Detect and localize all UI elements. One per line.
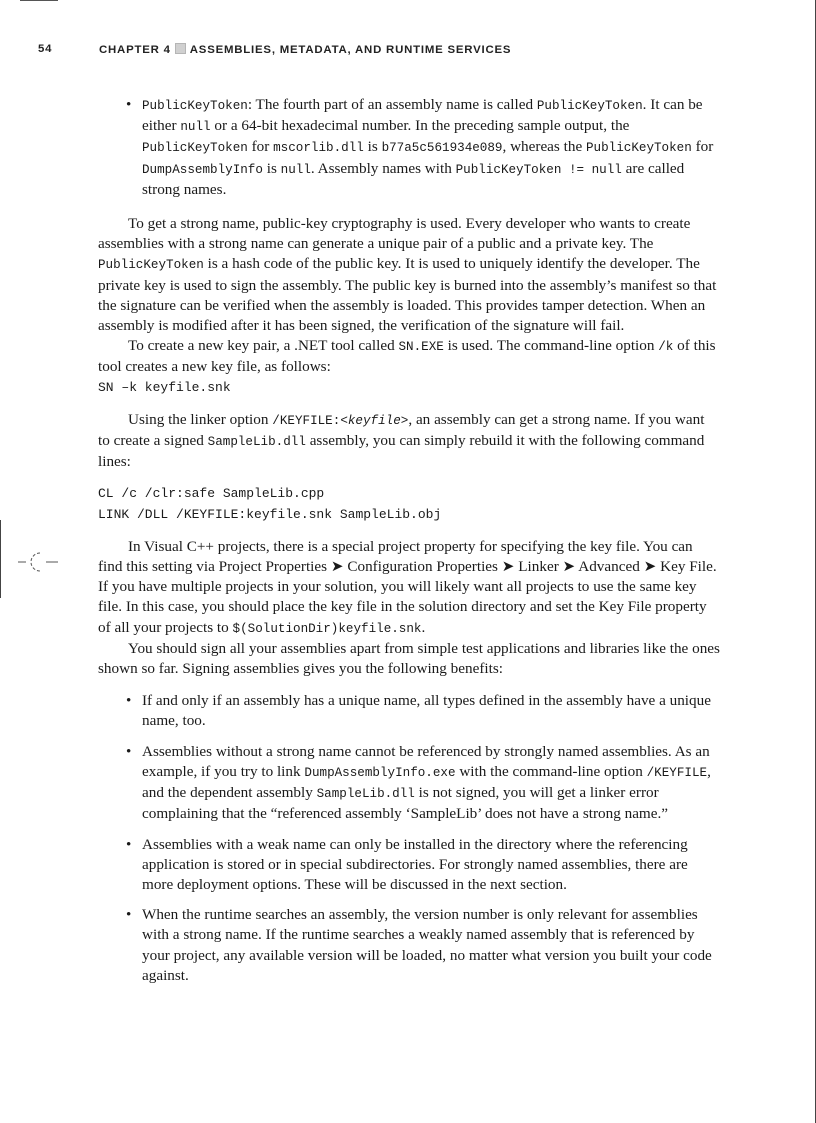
separator-square-icon [175,43,186,54]
chapter-label: CHAPTER 4 [99,44,171,56]
code-line: CL /c /clr:safe SampleLib.cpp [98,486,325,502]
text-run: with the command-line option [455,762,647,780]
paragraph-visual-cpp [98,537,720,639]
page-number: 54 [38,43,53,55]
paragraph-strong-names [98,214,720,336]
text-run: . [421,618,426,636]
text-run: Assemblies with a weak name can only be installed in the directory where the referencing application is stored or in special subdirectories. For strongly named assemblies, there are more deployment options. These will be discussed in the next section. [142,835,688,893]
bullet-icon: • [126,835,132,853]
text-run: of this tool creates a new key file, as follows: [98,337,716,376]
text-run: or a 64-bit hexadecimal number. In the preceding sample output, the [210,117,630,135]
code-term: SampleLib.dll [207,435,306,450]
code-term: /KEYFILE [646,765,708,780]
code-term: /KEYFILE: [272,413,341,428]
code-term: SampleLib.dll [316,787,415,802]
text-run: . It can be either [142,96,703,135]
text-run: is not signed, you will get a linker error complaining that the “referenced assembly ‘SampleLib’ does not have a strong name.” [142,784,669,823]
crop-mark-top [20,0,58,1]
code-term: PublicKeyToken [142,141,248,156]
code-term: null [180,120,211,135]
text-run: , whereas the [502,138,586,156]
intro-bullet-list [98,95,720,200]
text-run: is used. The command-line option [443,337,659,355]
list-item-benefit-deployment [98,835,720,896]
paragraph-key-pair [98,336,720,377]
code-block-sn: SN –k keyfile.snk [98,379,231,395]
chapter-heading [99,43,511,56]
code-term: PublicKeyToken [98,258,204,273]
running-header [38,43,718,59]
text-run: To create a new key pair, a .NET tool called [128,337,399,355]
text-run: are called strong names. [142,159,685,198]
page-body [98,95,720,986]
code-term: DumpAssemblyInfo.exe [304,765,456,780]
code-block-build [98,484,720,524]
text-run: , and the dependent assembly [142,762,711,802]
bullet-icon: • [126,906,132,924]
text-run: : The fourth part of an assembly name is called [247,96,537,113]
bullet-icon: • [126,742,132,760]
code-term: PublicKeyToken [142,99,248,113]
code-term: SN.EXE [398,340,444,355]
text-run: is [363,138,382,156]
text-run: , an assembly can get a strong name. If you want to create a signed [98,410,705,450]
registration-mark-icon [16,550,62,574]
code-term: b77a5c561934e089 [381,141,503,156]
text-run: Assemblies without a strong name cannot be referenced by strongly named assemblies. As an example, if you try to link [142,742,710,780]
code-term: $(SolutionDir)keyfile.snk [232,621,422,636]
chapter-title: ASSEMBLIES, METADATA, AND RUNTIME SERVICES [189,44,512,56]
code-term: mscorlib.dll [273,141,364,156]
code-line: LINK /DLL /KEYFILE:keyfile.snk SampleLib.obj [98,506,442,522]
paragraph-sign-assemblies: You should sign all your assemblies apart from simple test applications and libraries like the ones shown so far. Signing assemblies gives you the following benefits: [98,639,720,678]
code-term: PublicKeyToken [536,99,643,113]
code-term: PublicKeyToken != null [455,162,622,177]
code-term: /k [658,340,674,355]
list-item-benefit-versioning [98,905,720,986]
code-term: DumpAssemblyInfo [142,162,263,177]
bullet-icon: • [126,692,132,710]
text-run: Using the linker option [128,410,273,428]
text-run: To get a strong name, public-key cryptography is used. Every developer who wants to create assemblies with a strong name can generate a unique pair of a public and a private key. The [98,215,691,253]
text-run: for [691,138,714,156]
text-run: If and only if an assembly has a unique name, all types defined in the assembly have a unique name, too. [142,692,711,730]
text-run: When the runtime searches an assembly, the version number is only relevant for assemblies with a strong name. If the runtime searches a weakly named assembly that is referenced by your project, any available version will be loaded, no matter what version you built your code against. [142,906,712,984]
code-term: PublicKeyToken [585,141,692,156]
text-run: assembly, you can simply rebuild it with the following command lines: [98,432,705,471]
list-item-benefit-referencing [98,742,720,825]
crop-mark-left [0,520,1,598]
text-run: for [247,138,274,156]
paragraph-linker-option [98,410,720,473]
text-run: . Assembly names with [310,159,456,177]
text-run: is [262,159,281,177]
list-item-benefit-unique-name [98,691,720,731]
list-item-publickeytoken [98,95,720,200]
benefits-list [98,691,720,986]
text-run: is a hash code of the public key. It is used to uniquely identify the developer. The private key is used to sign the assembly. The public key is burned into the assembly’s manifest so that the signature can be verified when the assembly is loaded. This provides tamper detection. When an assembly is modified after it has been signed, the verification of the signature will fail. [98,255,717,335]
code-term: null [280,162,311,177]
text-run: In Visual C++ projects, there is a special project property for specifying the key file. You can find this setting via Project Properties ➤ Configuration Properties ➤ Linker ➤ Advanced ➤ Key File. If you have multiple projects in your solution, you will likely want all projects to use the same key file. In this case, you should place the key file in the solution directory and set the Key File property of all your projects to [98,537,717,636]
code-term-italic: <keyfile> [340,413,409,428]
bullet-icon: • [126,96,132,113]
